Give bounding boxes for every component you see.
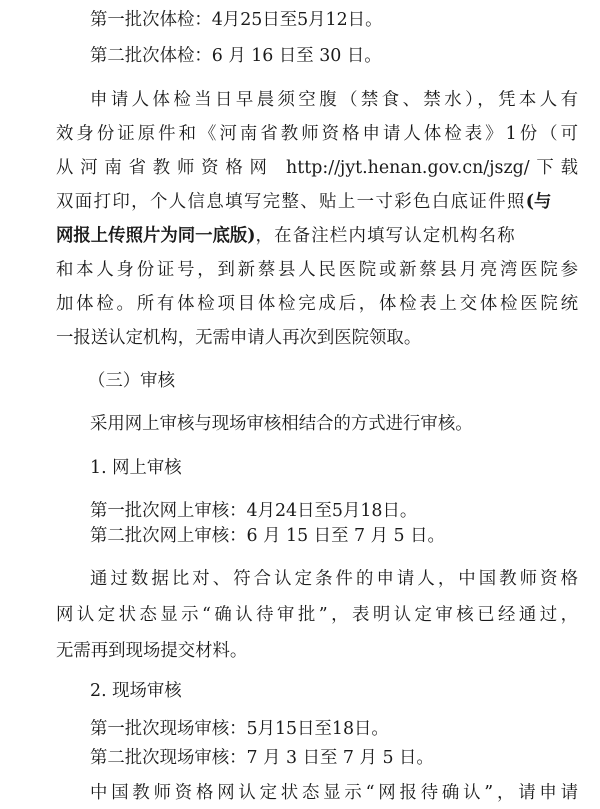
- second-batch-exam-line: 第二批次体检：6 月 16 日至 30 日。: [90, 46, 382, 66]
- subsection-heading: 2. 现场审核: [90, 681, 182, 701]
- paragraph-line: 和本人身份证号，到新蔡县人民医院或新蔡县月亮湾医院参: [56, 260, 578, 280]
- paragraph-line-with-url: 从河南省教师资格网 http://jyt.henan.gov.cn/jszg/下载: [56, 158, 578, 178]
- second-batch-onsite-review-line: 第二批次现场审核：7 月 3 日至 7 月 5 日。: [90, 748, 434, 768]
- paragraph-line: 通过数据比对、符合认定条件的申请人，中国教师资格: [90, 569, 578, 589]
- paragraph-line: 网认定状态显示“确认待审批”，表明认定审核已经通过，: [56, 605, 578, 625]
- paragraph-line: 加体检。所有体检项目体检完成后，体检表上交体检医院统: [56, 294, 578, 314]
- paragraph-line: 采用网上审核与现场审核相结合的方式进行审核。: [90, 414, 473, 434]
- second-batch-online-review-line: 第二批次网上审核：6 月 15 日至 7 月 5 日。: [90, 526, 445, 546]
- subsection-heading: 1. 网上审核: [90, 458, 182, 478]
- paragraph-line: 无需再到现场提交材料。: [56, 641, 248, 661]
- first-batch-online-review-line: 第一批次网上审核：4月24日至5月18日。: [90, 501, 418, 521]
- paragraph-line: 效身份证原件和《河南省教师资格申请人体检表》1份（可: [56, 124, 578, 144]
- first-batch-exam-line: 第一批次体检：4月25日至5月12日。: [90, 10, 383, 30]
- paragraph-line: 中国教师资格网认定状态显示“网报待确认”，请申请: [90, 783, 578, 803]
- line-text: 双面打印，个人信息填写完整、贴上一寸彩色白底证件照: [56, 192, 526, 212]
- bold-note: (与: [525, 192, 552, 212]
- first-batch-onsite-review-line: 第一批次现场审核：5月15日至18日。: [90, 719, 389, 739]
- section-heading: （三）审核: [88, 371, 175, 391]
- paragraph-line: [56, 219, 578, 253]
- paragraph-line: [56, 185, 578, 219]
- paragraph-line: 申请人体检当日早晨须空腹（禁食、禁水），凭本人有: [90, 90, 578, 110]
- bold-note: 网报上传照片为同一底版): [56, 226, 256, 246]
- paragraph-line: 一报送认定机构，无需申请人再次到医院领取。: [56, 328, 422, 348]
- line-text: ，在备注栏内填写认定机构名称: [255, 226, 516, 246]
